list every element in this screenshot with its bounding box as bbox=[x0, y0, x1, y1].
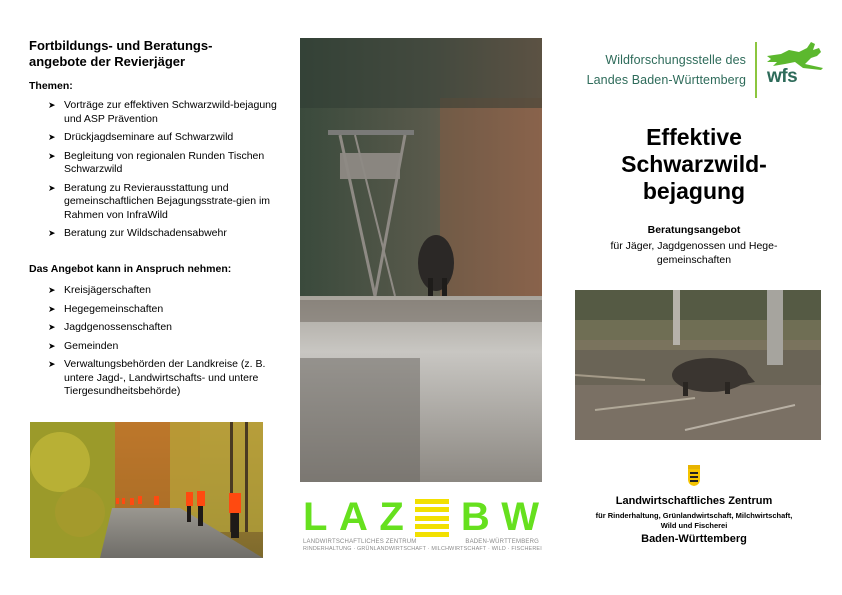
institution-description: für Rinderhaltung, Grünlandwirtschaft, Milchwirtschaft, Wild und Fischerei bbox=[595, 511, 793, 530]
middle-panel bbox=[290, 0, 552, 595]
lazbw-subline-2: RINDERHALTUNG · GRÜNLANDWIRTSCHAFT · MILCHWIRTSCHAFT · WILD · FISCHEREI bbox=[303, 546, 542, 552]
list-item: ➤ Verwaltungsbehörden der Landkreise (z. B. untere Jagd-, Landwirtschafts- und untere Tiergesundheitsbehörde) bbox=[48, 358, 266, 397]
themes-list bbox=[48, 99, 283, 246]
list-item: ➤ Vorträge zur effektiven Schwarzwild-bejagung und ASP Prävention bbox=[48, 99, 277, 125]
lazbw-stripes-icon bbox=[415, 499, 449, 537]
arrow-bullet-icon: ➤ bbox=[48, 100, 56, 110]
page-heading bbox=[29, 38, 279, 70]
list-item: ➤ Kreisjägerschaften bbox=[48, 284, 151, 296]
subtitle-description: für Jäger, Jagdgenossen und Hege-gemeinschaften bbox=[610, 240, 778, 266]
heading-line-1: Fortbildungs- und Beratungs- bbox=[29, 38, 213, 53]
left-panel bbox=[0, 0, 290, 595]
heading-line-2: angebote der Revierjäger bbox=[29, 54, 186, 69]
list-item: ➤ Begleitung von regionalen Runden Tischen Schwarzwild bbox=[48, 149, 265, 175]
list-item: ➤ Gemeinden bbox=[48, 339, 119, 352]
lazbw-subline-1: LANDWIRTSCHAFTLICHES ZENTRUM BADEN-WÜRTTEMBERG bbox=[303, 539, 539, 545]
lazbw-logo bbox=[303, 495, 542, 557]
institution-name: Landwirtschaftliches Zentrum bbox=[615, 495, 773, 507]
arrow-bullet-icon: ➤ bbox=[48, 322, 56, 332]
wfs-abbrev: wfs bbox=[767, 66, 798, 87]
subtitle: Beratungsangebot bbox=[647, 224, 741, 236]
arrow-bullet-icon: ➤ bbox=[48, 285, 56, 295]
arrow-bullet-icon: ➤ bbox=[48, 228, 56, 238]
wfs-divider bbox=[755, 42, 757, 98]
wfs-logo-text: Wildforschungsstelle des Landes Baden-Württemberg bbox=[586, 53, 746, 87]
running-boar-photo bbox=[575, 290, 821, 440]
audience-list bbox=[48, 284, 283, 404]
arrow-bullet-icon: ➤ bbox=[48, 182, 56, 193]
arrow-bullet-icon: ➤ bbox=[48, 132, 56, 142]
list-item: ➤ Drückjagdseminare auf Schwarzwild bbox=[48, 131, 234, 143]
list-item: ➤ Beratung zu Revierausstattung und gemeinschaftlichen Bejagungsstrate-gien im Rahmen von InfraWild bbox=[48, 181, 271, 221]
institution-state: Baden-Württemberg bbox=[641, 533, 747, 545]
lazbw-letters: L A Z B W bbox=[303, 495, 539, 539]
list-item: ➤ Jagdgenossenschaften bbox=[48, 321, 172, 333]
audience-label: Das Angebot kann in Anspruch nehmen: bbox=[29, 263, 232, 275]
page-title: Effektive Schwarzwild- bejagung bbox=[621, 124, 767, 204]
themes-label: Themen: bbox=[29, 80, 73, 92]
arrow-bullet-icon: ➤ bbox=[48, 303, 56, 314]
boar-on-path-photo bbox=[300, 38, 542, 482]
list-item: ➤ Beratung zur Wildschadensabwehr bbox=[48, 227, 227, 239]
arrow-bullet-icon: ➤ bbox=[48, 359, 56, 369]
hunters-photo bbox=[30, 422, 263, 558]
arrow-bullet-icon: ➤ bbox=[48, 150, 56, 161]
arrow-bullet-icon: ➤ bbox=[48, 340, 56, 351]
baden-wuerttemberg-crest-icon bbox=[687, 465, 701, 486]
list-item: ➤ Hegegemeinschaften bbox=[48, 302, 164, 315]
